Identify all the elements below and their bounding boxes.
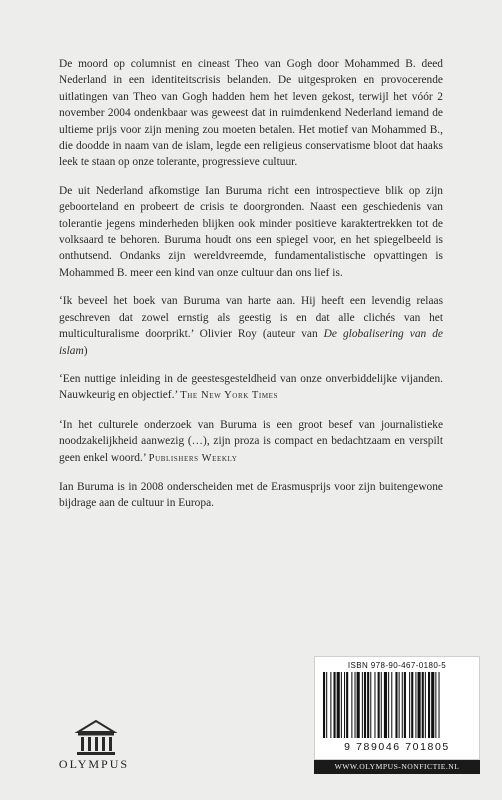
award-paragraph: Ian Buruma is in 2008 onderscheiden met de Erasmusprijs voor zijn buitengewone bijdrage aan de cultuur in Europa. [59, 480, 443, 510]
barcode-digits: 9 789046 701805 [344, 741, 450, 753]
quote-roy-text: ‘Ik beveel het boek van Buruma van harte aan. Hij heeft een levendig relaas geschreven dat zowel ernstig als geestig is en dat alle clichés van het multiculturalisme doorprikt.’ Olivier Roy (auteur van [59, 295, 443, 341]
publisher-url: WWW.OLYMPUS-NONFICTIE.NL [314, 760, 480, 774]
quote-roy-book-title: De globalisering van de islam [59, 328, 443, 357]
quote-pw-source: Publishers Weekly [148, 452, 238, 464]
author-paragraph: De uit Nederland afkomstige Ian Buruma richt een introspectieve blik op zijn geboorteland en probeert de crisis te doorgronden. Naast een geschiedenis van tolerantie jegens minderheden blijken ook minder positieve karaktertrekken tot de volksaard te behoren. Buruma houdt ons een spiegel voor, en het spiegelbeeld is onthutsend. Ondanks zijn wereldvreemde, fundamentalistische opvattingen is Mohammed B. meer een kind van onze cultuur dan ons lief is. [59, 184, 443, 279]
temple-icon [66, 718, 126, 762]
barcode-bars [321, 672, 475, 740]
publisher-name: OLYMPUS [58, 757, 130, 771]
quote-nyt [59, 371, 443, 405]
quote-nyt-text: ‘Een nuttige inleiding in de geestesgesteldheid van onze onverbiddelijke vijanden. Nauwkeurig en objectief.’ [59, 372, 443, 402]
intro-paragraph: De moord op columnist en cineast Theo van Gogh door Mohammed B. deed Nederland in een identiteitscrisis belanden. De uitgesproken en provocerende uitlatingen van Theo van Gogh hadden hem het leven gekost, terwijl het vóór 2 november 2004 ondenkbaar was geweest dat in ruimdenkend Nederland iemand de ultieme prijs voor zijn mening zou moeten betalen. Het motief van Mohammed B., die doodde in naam van de islam, legde een religieus conservatisme bloot dat haaks leek te staan op onze tolerante, progressieve cultuur. [59, 58, 443, 169]
quote-pw-text: ‘In het culturele onderzoek van Buruma is een groot besef van journalistieke noodzakelijkheid aanwezig (…), zijn proza is compact en bedachtzaam en verspilt geen enkel woord.’ [59, 418, 443, 464]
barcode [314, 656, 480, 760]
isbn-label: ISBN 978-90-467-0180-5 [347, 661, 447, 670]
quote-nyt-source: The New York Times [180, 390, 279, 402]
quote-pw [59, 417, 443, 467]
blurb-text [59, 56, 443, 524]
quote-roy-end: ) [83, 344, 88, 357]
quote-roy [59, 293, 443, 359]
